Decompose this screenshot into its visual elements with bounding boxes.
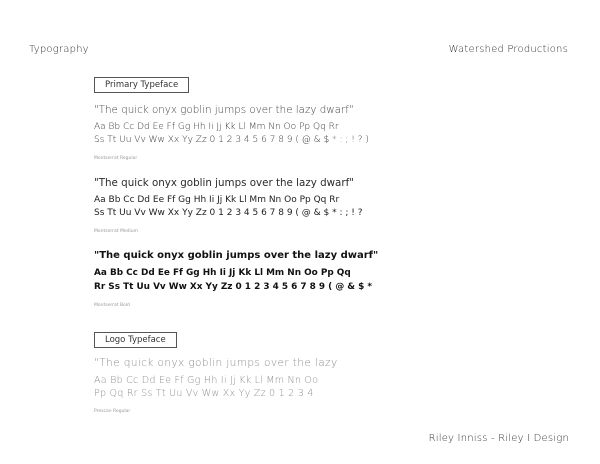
font-caption: Prescan Regular [94,409,131,414]
alphabet-line-2: Ss Tt Uu Vv Ww Xx Yy Zz 0 1 2 3 4 5 6 7 8 9 ( @ & $ * : ; ! ? ) [94,135,369,145]
page-title: Typography [29,44,89,55]
font-caption: Montserrat Medium [94,229,138,234]
font-caption: Montserrat Bold [94,303,130,308]
alphabet-line-2: Ss Tt Uu Vv Ww Xx Yy Zz 0 1 2 3 4 5 6 7 8 9 ( @ & $ * : ; ! ? [94,208,363,218]
alphabet-line-2: Rr Ss Tt Uu Vv Ww Xx Yy Zz 0 1 2 3 4 5 6 7 8 9 ( @ & $ * [94,282,373,292]
sample-quote: "The quick onyx goblin jumps over the lazy dwarf" [94,250,379,261]
brand-name: Watershed Productions [448,44,568,55]
alphabet-line-1: Aa Bb Cc Dd Ee Ff Gg Hh Ii Jj Kk Ll Mm Nn Oo Pp Qq Rr [94,195,340,205]
sample-quote: "The quick onyx goblin jumps over the lazy [94,357,338,369]
footer-credit: Riley Inniss - Riley I Design [428,433,569,444]
alphabet-line-1: Aa Bb Cc Dd Ee Ff Gg Hh Ii Jj Kk Ll Mm Nn Oo Pp Qq [94,268,351,278]
alphabet-line-1: Aa Bb Cc Dd Ee Ff Gg Hh Ii Jj Kk Ll Mm Nn Oo Pp Qq Rr [94,122,339,132]
sample-quote: "The quick onyx goblin jumps over the lazy dwarf" [94,104,354,116]
primary-typeface-label: Primary Typeface [94,77,189,93]
font-caption: Montserrat Regular [94,156,138,161]
alphabet-line-1: Aa Bb Cc Dd Ee Ff Gg Hh Ii Jj Kk Ll Mm Nn Oo [94,375,319,386]
logo-typeface-label: Logo Typeface [94,332,177,348]
alphabet-line-2: Pp Qq Rr Ss Tt Uu Vv Ww Xx Yy Zz 0 1 2 3 4 [94,388,314,399]
sample-quote: "The quick onyx goblin jumps over the lazy dwarf" [94,177,354,189]
